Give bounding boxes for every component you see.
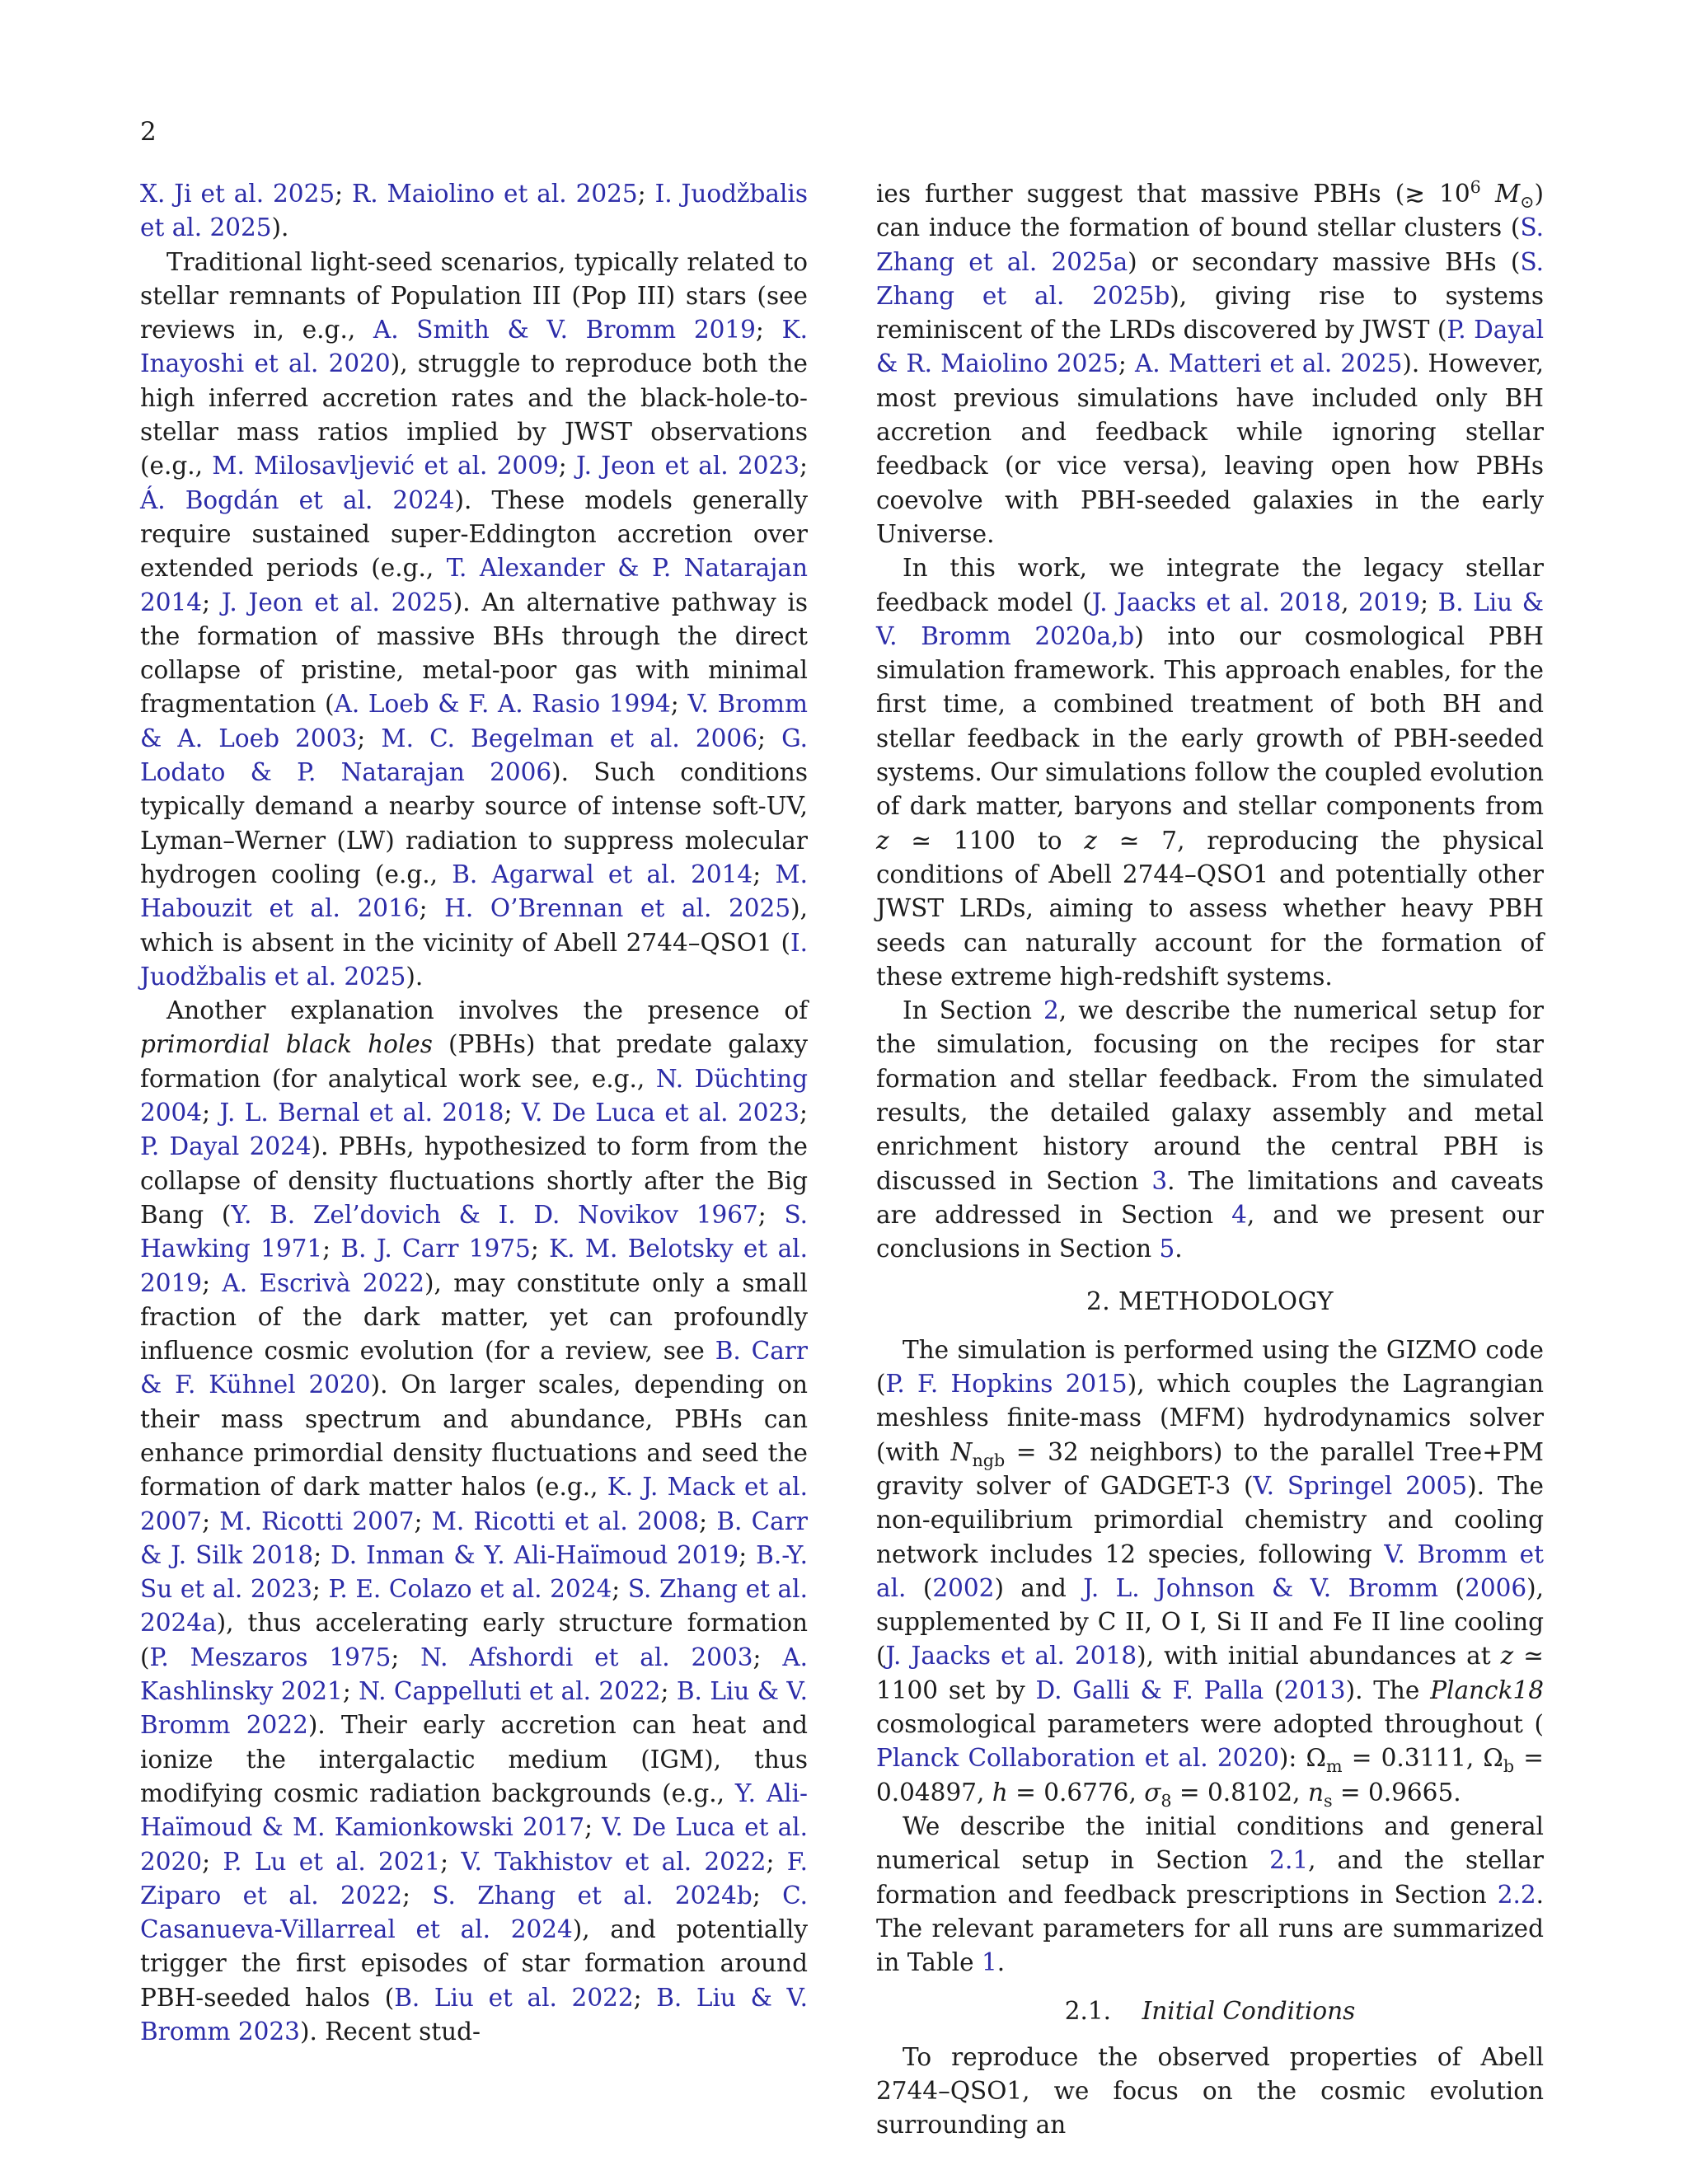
italic-text: z <box>1084 826 1097 855</box>
citation-link[interactable]: 2.1 <box>1269 1846 1309 1875</box>
citation-link[interactable]: M. C. Begelman et al. 2006 <box>381 724 757 752</box>
text-run: = 0.9665. <box>1332 1778 1461 1807</box>
citation-link[interactable]: 5 <box>1159 1235 1175 1263</box>
citation-link[interactable]: J. Jaacks et al. 2018 <box>885 1642 1137 1671</box>
text-run: ) into our cosmological PBH simulation framework. This approach enables, for the first time, a combined treatment of both BH and stellar feedback in the early growth of PBH-seeded systems. Our simulations follow the coupled evolution of dark matter, baryons and stellar components from <box>876 621 1544 821</box>
text-run: ies further suggest that massive PBHs (≳ 10 <box>876 180 1470 208</box>
text-run: ( <box>1264 1675 1284 1704</box>
text-run: ; <box>799 1099 808 1127</box>
text-run: . <box>1175 1235 1183 1263</box>
citation-link[interactable]: J. Jeon et al. 2025 <box>221 588 453 616</box>
citation-link[interactable]: M. Habouzit et al. 2016 <box>140 860 808 923</box>
text-run: ( <box>906 1573 933 1602</box>
italic-text: z <box>876 826 889 855</box>
subscript: ⊙ <box>1520 191 1535 212</box>
citation-link[interactable]: Planck Collaboration et al. 2020 <box>876 1744 1279 1773</box>
text-run: ; <box>755 316 782 344</box>
paragraph <box>876 1810 1544 1980</box>
text-run: ; <box>335 180 352 208</box>
text-run: ; <box>391 1643 421 1671</box>
citation-link[interactable]: A. Smith & V. Bromm 2019 <box>373 316 756 344</box>
citation-link[interactable]: 2013 <box>1283 1675 1346 1704</box>
citation-link[interactable]: C. Casanueva-Villarreal et al. 2024 <box>140 1881 809 1944</box>
text-run: ) can induce the formation of bound stellar clusters ( <box>876 180 1544 242</box>
text-run: ; <box>202 1847 223 1876</box>
text-run: , and the stellar formation and feedback prescriptions in Section <box>876 1846 1544 1909</box>
citation-link[interactable]: V. Takhistov et al. 2022 <box>461 1847 767 1876</box>
text-run: ; <box>504 1099 522 1127</box>
italic-text: primordial black holes <box>140 1030 433 1059</box>
citation-link[interactable]: K. M. Belotsky et al. 2019 <box>140 1235 808 1297</box>
text-run: ; <box>633 1983 657 2012</box>
citation-link[interactable]: M. Milosavljević et al. 2009 <box>212 452 559 480</box>
text-run: ). Recent stud- <box>299 2018 481 2046</box>
citation-link[interactable]: 2 <box>1043 996 1059 1025</box>
subsection-title: Initial Conditions <box>1142 1997 1356 2026</box>
subscript: m <box>1326 1756 1343 1777</box>
citation-link[interactable]: V. Bromm & A. Loeb 2003 <box>140 690 808 752</box>
citation-link[interactable]: H. O’Brennan et al. 2025 <box>444 894 791 923</box>
text-run: cosmological parameters were adopted throughout ( <box>876 1710 1544 1739</box>
text-run: ; <box>1118 349 1135 378</box>
citation-link[interactable]: 3 <box>1151 1166 1168 1195</box>
citation-link[interactable]: P. E. Colazo et al. 2024 <box>328 1575 612 1604</box>
citation-link[interactable]: B.-Y. Su et al. 2023 <box>140 1540 808 1604</box>
text-run: ), may constitute only a small fraction of the dark matter, yet can profoundly influence cosmic evolution (for a review, see <box>140 1268 808 1366</box>
text-run: ; <box>699 1507 717 1535</box>
text-run: ; <box>202 1099 220 1127</box>
text-run: ; <box>312 1575 329 1604</box>
citation-link[interactable]: S. Zhang et al. 2024b <box>432 1881 753 1910</box>
text-run: ; <box>1420 588 1438 616</box>
citation-link[interactable]: A. Matteri et al. 2025 <box>1134 349 1403 378</box>
text-run: . The relevant parameters for all runs are summarized in Table <box>876 1880 1544 1977</box>
citation-link[interactable]: I. Juodžbalis et al. 2025 <box>140 180 809 242</box>
paragraph <box>876 2041 1544 2143</box>
text-run: = 0.8102, <box>1171 1778 1308 1807</box>
italic-text: σ <box>1144 1778 1161 1807</box>
text-run: ≃ 1100 set by <box>876 1642 1544 1704</box>
text-run: ≃ 7, reproducing the physical conditions of Abell 2744–QSO1 and potentially other JWST LRDs, aiming to assess whether heavy PBH seeds can naturally account for the formation of these extreme high-redshift systems. <box>876 826 1544 991</box>
text-run: ), and potentially trigger the first episodes of star formation around PBH-seeded halos ( <box>140 1915 809 2012</box>
page-number: 2 <box>140 117 157 147</box>
text-run: ). <box>406 962 424 991</box>
citation-link[interactable]: I. Juodžbalis et al. 2025 <box>140 928 808 991</box>
citation-link[interactable]: T. Alexander & P. Natarajan 2014 <box>140 554 808 616</box>
text-run: = 0.6776, <box>1007 1778 1145 1807</box>
citation-link[interactable]: A. Kashlinsky 2021 <box>140 1643 808 1706</box>
text-run: In this work, we integrate the legacy stellar feedback model ( <box>876 554 1544 616</box>
text-run: ; <box>530 1235 550 1263</box>
text-run: ; <box>419 894 445 923</box>
text-run: . <box>996 1948 1006 1977</box>
citation-link[interactable]: D. Inman & Y. Ali-Haïmoud 2019 <box>331 1540 739 1569</box>
text-run: , we describe the numerical setup for the simulation, focusing on the recipes for star formation and stellar feedback. From the simulated results, the detailed galaxy assembly and metal enrichment history around the central PBH is discussed in Section <box>876 996 1544 1195</box>
text-run: ). However, most previous simulations have included only BH accretion and feedback while ignoring stellar feedback (or vice versa), leaving open how PBHs coevolve with PBH-seeded galaxies in the early Universe. <box>876 349 1544 548</box>
text-run: ; <box>660 1677 677 1706</box>
citation-link[interactable]: N. Afshordi et al. 2003 <box>420 1643 753 1671</box>
citation-link[interactable]: R. Maiolino et al. 2025 <box>352 180 638 208</box>
subscript: s <box>1323 1790 1333 1811</box>
text-run: Another explanation involves the presence of <box>166 996 808 1025</box>
text-run: ; <box>342 1677 359 1706</box>
italic-text: M <box>1494 180 1521 208</box>
citation-link[interactable]: K. J. Mack et al. 2007 <box>140 1473 808 1535</box>
citation-link[interactable]: B. Liu & V. Bromm 2023 <box>140 1983 808 2046</box>
text-run: (PBHs) that predate galaxy formation (for analytical work see, e.g., <box>140 1030 808 1093</box>
paragraph <box>140 177 808 246</box>
citation-link[interactable]: N. Cappelluti et al. 2022 <box>359 1677 661 1706</box>
text-run: ; <box>766 1847 787 1876</box>
text-run: ; <box>414 1507 432 1535</box>
italic-text: N <box>950 1437 973 1466</box>
citation-link[interactable]: M. Ricotti 2007 <box>219 1507 415 1535</box>
citation-link[interactable]: 2006 <box>1465 1573 1527 1602</box>
citation-link[interactable]: J. L. Bernal et al. 2018 <box>219 1099 504 1127</box>
text-run: ) or secondary massive BHs ( <box>1128 247 1521 276</box>
text-run: ), struggle to reproduce both the high inferred accretion rates and the black-hole-to-stellar mass ratios implied by JWST observations (e.g., <box>140 349 808 480</box>
citation-link[interactable]: 4 <box>1231 1200 1247 1229</box>
text-run: ). On larger scales, depending on their mass spectrum and abundance, PBHs can enhance primordial density fluctuations and seed the formation of dark matter halos (e.g., <box>140 1371 808 1502</box>
left-column <box>140 177 808 2049</box>
text-run: ), giving rise to systems reminiscent of the LRDs discovered by JWST ( <box>876 281 1544 344</box>
italic-text: h <box>992 1778 1008 1807</box>
text-run: ; <box>440 1847 462 1876</box>
text-run: ; <box>757 724 782 752</box>
text-run: , <box>1341 588 1358 616</box>
text-run: ; <box>757 1200 785 1229</box>
text-run: = 0.04897, <box>876 1744 1544 1807</box>
text-run: ; <box>202 1507 220 1535</box>
subsection-number: 2.1. <box>1064 1997 1112 2026</box>
text-run: We describe the initial conditions and general numerical setup in Section <box>876 1811 1544 1875</box>
citation-link[interactable]: B. Agarwal et al. 2014 <box>452 860 753 888</box>
citation-link[interactable]: P. F. Hopkins 2015 <box>885 1370 1128 1399</box>
citation-link[interactable]: B. Liu & V. Bromm 2020a,b <box>876 588 1544 650</box>
citation-link[interactable]: P. Lu et al. 2021 <box>223 1847 441 1876</box>
text-run: ), thus accelerating early structure formation ( <box>140 1609 808 1671</box>
citation-link[interactable]: A. Escrivà 2022 <box>222 1268 424 1297</box>
citation-link[interactable]: B. Carr & J. Silk 2018 <box>140 1507 808 1569</box>
paragraph <box>140 246 808 995</box>
paragraph <box>140 994 808 2049</box>
citation-link[interactable]: J. L. Johnson & V. Bromm <box>1083 1573 1439 1602</box>
text-run: ; <box>322 1235 341 1263</box>
text-run: ; <box>752 1881 783 1910</box>
citation-link[interactable]: P. Dayal 2024 <box>140 1132 312 1161</box>
citation-link[interactable]: 1 <box>981 1948 997 1977</box>
subscript: 8 <box>1160 1790 1172 1811</box>
text-run: The simulation is performed using the GIZMO code ( <box>876 1335 1544 1399</box>
text-run: Traditional light-seed scenarios, typically related to stellar remnants of Population III (Pop III) stars (see reviews in, e.g., <box>140 247 808 344</box>
text-run: ), which is absent in the vicinity of Abell 2744–QSO1 ( <box>140 894 808 957</box>
citation-link[interactable]: D. Galli & F. Palla <box>1035 1675 1264 1704</box>
citation-link[interactable]: Y. Ali-Haïmoud & M. Kamionkowski 2017 <box>140 1779 808 1842</box>
text-run: ). The non-equilibrium primordial chemistry and cooling network includes 12 species, following <box>876 1471 1545 1568</box>
subscript: b <box>1503 1756 1515 1777</box>
text-run: In Section <box>903 996 1043 1025</box>
text-run: ; <box>313 1540 331 1569</box>
superscript: 6 <box>1470 177 1481 198</box>
text-run: ; <box>753 1643 783 1671</box>
text-run: ( <box>1438 1573 1465 1602</box>
text-run: ; <box>753 860 776 888</box>
text-run: ), with initial abundances at <box>1137 1642 1501 1671</box>
text-run: . The limitations and caveats are addressed in Section <box>876 1166 1544 1229</box>
text-run <box>1481 180 1495 208</box>
text-run: ). <box>271 213 289 242</box>
citation-link[interactable]: J. Jaacks et al. 2018 <box>1091 588 1342 616</box>
text-run: ; <box>670 690 688 719</box>
citation-link[interactable]: J. Jeon et al. 2023 <box>576 452 800 480</box>
citation-link[interactable]: S. Zhang et al. 2025a <box>876 213 1544 276</box>
citation-link[interactable]: V. Bromm et al. <box>876 1540 1544 1602</box>
citation-link[interactable]: V. De Luca et al. 2020 <box>140 1813 808 1876</box>
right-column <box>876 177 1544 2143</box>
paragraph <box>876 177 1544 551</box>
section-heading: 2. METHODOLOGY <box>1086 1286 1334 1315</box>
text-run: ). These models generally require sustained super-Eddington accretion over extended periods (e.g., <box>140 485 808 583</box>
text-run: ). The <box>1345 1675 1431 1704</box>
citation-link[interactable]: K. Inayoshi et al. 2020 <box>140 316 808 378</box>
text-run: , and we present our conclusions in Section <box>876 1200 1544 1263</box>
paragraph <box>876 994 1544 1266</box>
citation-link[interactable]: M. Ricotti et al. 2008 <box>431 1507 700 1535</box>
citation-link[interactable]: Á. Bogdán et al. 2024 <box>140 485 455 514</box>
text-run: ; <box>637 180 655 208</box>
subsection-heading <box>876 1994 1544 2028</box>
citation-link[interactable]: 2019 <box>1358 588 1421 616</box>
text-run: ): Ω <box>1278 1744 1326 1773</box>
text-run: ). Such conditions typically demand a nearby source of intense soft-UV, Lyman–Werner (LW) radiation to suppress molecular hydrogen cooling (e.g., <box>140 758 808 888</box>
text-run: = 0.3111, Ω <box>1342 1744 1503 1773</box>
citation-link[interactable]: Y. B. Zel’dovich & I. D. Novikov 1967 <box>231 1200 758 1229</box>
paragraph <box>876 551 1544 994</box>
italic-text: z <box>1500 1642 1514 1671</box>
subscript: ngb <box>972 1450 1006 1470</box>
citation-link[interactable]: V. De Luca et al. 2023 <box>521 1099 800 1127</box>
text-run: To reproduce the observed properties of Abell 2744–QSO1, we focus on the cosmic evolution surrounding an <box>876 2042 1544 2139</box>
citation-link[interactable]: G. Lodato & P. Natarajan 2006 <box>140 724 808 787</box>
citation-link[interactable]: F. Ziparo et al. 2022 <box>140 1847 808 1910</box>
citation-link[interactable]: S. Zhang et al. 2024a <box>140 1575 808 1638</box>
text-run: ; <box>202 1268 223 1297</box>
citation-link[interactable]: A. Loeb & F. A. Rasio 1994 <box>334 690 671 719</box>
citation-link[interactable]: B. Liu et al. 2022 <box>394 1983 634 2012</box>
citation-link[interactable]: S. Hawking 1971 <box>140 1200 808 1263</box>
text-run: ; <box>558 452 577 480</box>
text-run: ; <box>738 1540 757 1569</box>
citation-link[interactable]: X. Ji et al. 2025 <box>140 180 335 208</box>
citation-link[interactable]: 2002 <box>932 1573 995 1602</box>
text-run: ). PBHs, hypothesized to form from the collapse of density fluctuations shortly after the Big Bang ( <box>140 1132 809 1229</box>
paragraph <box>876 1333 1544 1810</box>
citation-link[interactable]: V. Springel 2005 <box>1253 1471 1468 1500</box>
citation-link[interactable]: 2.2 <box>1497 1880 1536 1909</box>
italic-text: Planck18 <box>1430 1675 1544 1704</box>
italic-text: n <box>1307 1778 1324 1807</box>
citation-link[interactable]: P. Meszaros 1975 <box>149 1643 392 1671</box>
text-run: ; <box>202 588 222 616</box>
text-run: ; <box>612 1575 628 1604</box>
citation-link[interactable]: B. Carr & F. Kühnel 2020 <box>140 1337 808 1399</box>
text-run: ; <box>357 724 382 752</box>
text-run: ; <box>799 452 808 480</box>
text-run: ; <box>584 1813 603 1842</box>
citation-link[interactable]: S. Zhang et al. 2025b <box>876 247 1544 310</box>
text-run: ), which couples the Lagrangian meshless finite-mass (MFM) hydrodynamics solver (with <box>876 1370 1544 1466</box>
citation-link[interactable]: B. Liu & V. Bromm 2022 <box>140 1677 808 1740</box>
citation-link[interactable]: B. J. Carr 1975 <box>340 1235 531 1263</box>
text-run: ). An alternative pathway is the formation of massive BHs through the direct collapse of pristine, metal-poor gas with minimal fragmentation ( <box>140 588 808 719</box>
text-run: ; <box>402 1881 433 1910</box>
citation-link[interactable]: P. Dayal & R. Maiolino 2025 <box>876 316 1544 378</box>
text-run: ≃ 1100 to <box>889 826 1085 855</box>
citation-link[interactable]: N. Düchting 2004 <box>140 1064 808 1127</box>
text-run: ), supplemented by C II, O I, Si II and Fe II line cooling ( <box>876 1573 1545 1671</box>
text-run: ). Their early accretion can heat and ionize the intergalactic medium (IGM), thus modifying cosmic radiation backgrounds (e.g., <box>140 1711 808 1807</box>
text-run: = 32 neighbors) to the parallel Tree+PM gravity solver of GADGET-3 ( <box>876 1437 1544 1500</box>
text-run: ) and <box>994 1573 1084 1602</box>
